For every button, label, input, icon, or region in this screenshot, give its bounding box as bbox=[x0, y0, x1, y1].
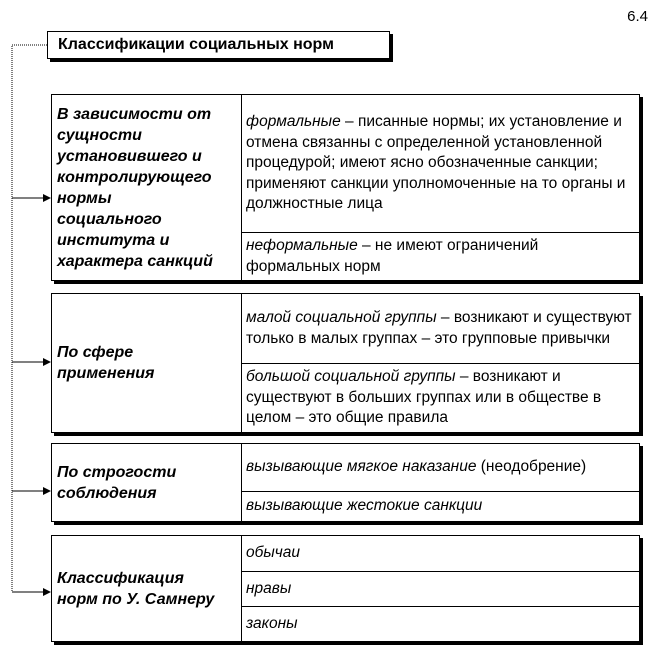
item-term: законы bbox=[246, 614, 298, 632]
diagram-title: Классификации социальных норм bbox=[47, 31, 390, 59]
category-label: Классификация норм по У. Самнеру bbox=[52, 536, 242, 641]
item-cell bbox=[242, 364, 639, 432]
block-strictness bbox=[51, 443, 640, 522]
item-cell bbox=[242, 536, 639, 572]
item-cell bbox=[242, 572, 639, 607]
item-desc: – возникают и существуют в больших группах или в обществе в целом – это общие правила bbox=[246, 368, 602, 427]
item-cell bbox=[242, 444, 639, 492]
item-term: вызывающие жестокие санкции bbox=[246, 497, 483, 515]
arrowhead-3 bbox=[43, 487, 51, 495]
item-cell bbox=[242, 607, 639, 641]
item-term: неформальные bbox=[246, 237, 358, 254]
item-cell bbox=[242, 492, 639, 521]
block-sphere bbox=[51, 293, 640, 433]
block-essence bbox=[51, 94, 640, 281]
category-label: В зависимости от сущности установившего и контролирующего нормы социального института и характера санкций bbox=[52, 95, 242, 280]
page-number: 6.4 bbox=[627, 8, 648, 25]
item-term: формальные bbox=[246, 113, 341, 131]
item-cell bbox=[242, 294, 639, 364]
connector-trunk bbox=[12, 45, 47, 592]
item-desc: – не имеют ограничений формальных норм bbox=[246, 237, 539, 275]
arrowhead-2 bbox=[43, 358, 51, 366]
item-cell bbox=[242, 233, 639, 280]
category-label: По строгости соблюдения bbox=[52, 444, 242, 521]
item-term: большой социальной группы bbox=[246, 368, 456, 386]
block-sumner bbox=[51, 535, 640, 642]
item-term: малой социальной группы bbox=[246, 309, 437, 326]
item-term: вызывающие мягкое наказание bbox=[246, 458, 477, 476]
item-desc: (неодобрение) bbox=[476, 458, 587, 476]
item-desc: – писанные нормы; их установление и отмена связанны с определенной установленной процедурой; имеют ясно обозначенные санкции; применяют санкции уполномоченные на то органы и должностные лица bbox=[246, 113, 626, 213]
arrowhead-1 bbox=[43, 194, 51, 202]
item-cell bbox=[242, 95, 639, 233]
arrowhead-4 bbox=[43, 588, 51, 596]
item-term: нравы bbox=[246, 579, 292, 597]
category-label: По сфере применения bbox=[52, 294, 242, 432]
item-desc: – возникают и существуют только в малых группах – это групповые привычки bbox=[246, 309, 632, 347]
item-term: обычаи bbox=[246, 544, 301, 562]
